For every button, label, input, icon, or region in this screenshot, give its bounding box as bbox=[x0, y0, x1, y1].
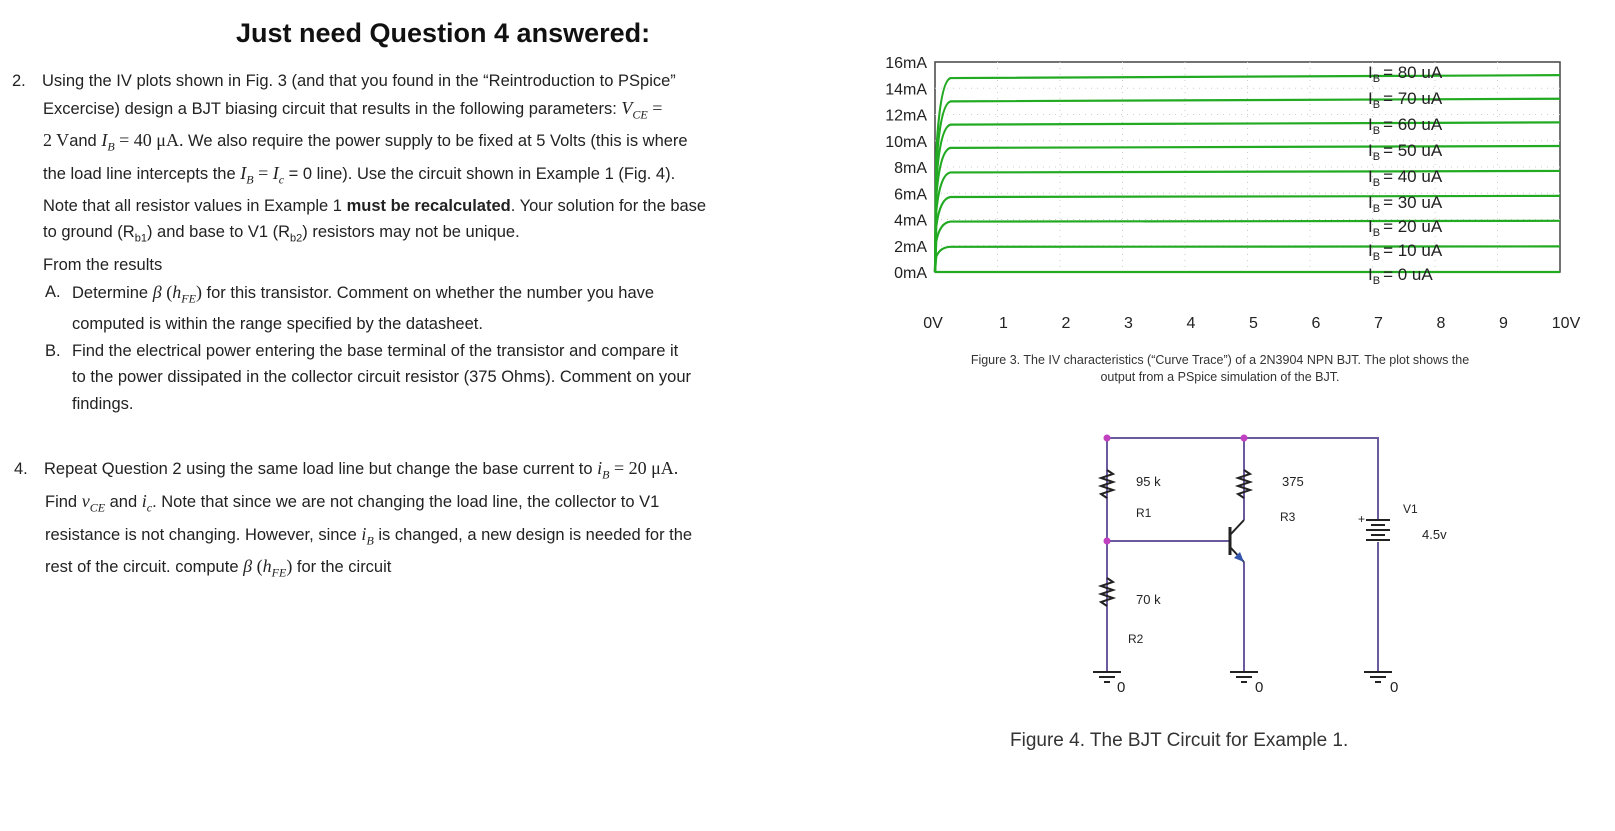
q2-part-b: B. Find the electrical power entering the base terminal of the transistor and compare it to the power dissipated in the collector circuit resistor (375 Ohms). Comment on your findings. bbox=[45, 341, 692, 413]
ib-curve-label: $I_B = 70$ uA bbox=[1368, 89, 1443, 111]
ground-icon bbox=[1230, 672, 1258, 682]
y-tick-label: 10mA bbox=[885, 133, 927, 151]
transistor-collector bbox=[1230, 520, 1244, 535]
x-tick-label: 10V bbox=[1551, 315, 1581, 332]
y-tick-label: 2mA bbox=[894, 238, 927, 256]
r1-name: R1 bbox=[1136, 506, 1152, 520]
ib-curve-label: $I_B = 10$ uA bbox=[1368, 241, 1443, 263]
r2-value: 70 k bbox=[1136, 592, 1161, 607]
ground-icon bbox=[1364, 672, 1392, 682]
node-base bbox=[1104, 538, 1111, 545]
x-tick-label: 3 bbox=[1124, 315, 1133, 332]
x-tick-label: 9 bbox=[1499, 315, 1508, 332]
y-tick-label: 4mA bbox=[894, 212, 927, 230]
q2-number: 2. bbox=[12, 72, 26, 90]
ground-label: 0 bbox=[1117, 679, 1126, 696]
q2-line-6: to ground $(R_{b1})$ and base to V1 $(R_{b2})$ resistors may not be unique. bbox=[43, 223, 520, 245]
ground-label: 0 bbox=[1255, 679, 1264, 696]
ib-curve-label: $I_B = 60$ uA bbox=[1368, 115, 1443, 137]
q4-line-4: rest of the circuit. compute β $(h_{FE})$ for the circuit bbox=[45, 556, 392, 580]
figure-3-caption: Figure 3. The IV characteristics (“Curve Trace”) of a 2N3904 NPN BJT. The plot shows the output from a PSpice simulation of the BJT. bbox=[970, 353, 1470, 384]
x-tick-label: 5 bbox=[1249, 315, 1258, 332]
x-tick-label: 1 bbox=[999, 315, 1008, 332]
y-tick-label: 16mA bbox=[885, 55, 927, 72]
r1-value: 95 k bbox=[1136, 474, 1161, 489]
y-tick-label: 8mA bbox=[894, 160, 927, 177]
q2-line-5: Note that all resistor values in Example 1 must be recalculated. Your solution for the base bbox=[43, 196, 707, 215]
ib-curve-label: $I_B = 40$ uA bbox=[1368, 167, 1443, 189]
q2-line-7: From the results bbox=[43, 256, 163, 275]
r3-value: 375 bbox=[1282, 474, 1304, 489]
bjt-circuit bbox=[1093, 435, 1447, 697]
svg-text:+: + bbox=[1358, 512, 1366, 526]
v1-value: 4.5v bbox=[1422, 527, 1447, 542]
y-tick-label: 12mA bbox=[885, 107, 927, 125]
x-tick-label: 8 bbox=[1436, 315, 1446, 332]
q2-line-1: 2. Using the IV plots shown in Fig. 3 (and that you found in the “Reintroduction to PSpice” bbox=[12, 68, 772, 95]
r3-name: R3 bbox=[1280, 510, 1296, 524]
q2-line-3: 2 Vand $I_B = 40$ μA. We also require the power supply to be fixed at 5 Volts (this is where bbox=[43, 130, 688, 154]
x-axis-ticks bbox=[923, 315, 1580, 332]
ib-curve-label: $I_B = 0$ uA bbox=[1368, 265, 1433, 287]
ib-curve-label: $I_B = 30$ uA bbox=[1368, 193, 1443, 215]
ib-curve-label: $I_B = 80$ uA bbox=[1368, 63, 1443, 85]
ib-curve-label: $I_B = 50$ uA bbox=[1368, 141, 1443, 163]
y-tick-label: 6mA bbox=[894, 186, 927, 204]
y-tick-label: 0mA bbox=[894, 265, 927, 282]
q4-number: 4. bbox=[14, 460, 28, 478]
figure-4-caption: Figure 4. The BJT Circuit for Example 1. bbox=[1010, 730, 1349, 751]
q4-line-3: resistance is not changing. However, since $i_B$ is changed, a new design is needed for the bbox=[45, 523, 693, 547]
node-top-left bbox=[1104, 435, 1111, 442]
y-axis-ticks bbox=[885, 55, 927, 282]
wire-top-left bbox=[1107, 438, 1244, 610]
node-top-mid bbox=[1241, 435, 1248, 442]
q4-line-2: Find $v_{CE}$ and $i_c$. Note that since we are not changing the load line, the collector to V1 bbox=[45, 490, 660, 515]
q2-line-2: Excercise) design a BJT biasing circuit that results in the following parameters: $V_{CE}$ = bbox=[43, 97, 663, 121]
page-heading: Just need Question 4 answered: bbox=[236, 18, 651, 48]
ib-curve-label: $I_B = 20$ uA bbox=[1368, 217, 1443, 239]
x-tick-label: 2 bbox=[1061, 315, 1071, 332]
q2-part-a: A. Determine β $(h_{FE})$ for this transistor. Comment on whether the number you have computed is within the range specified by the datasheet. bbox=[45, 281, 655, 334]
x-tick-label: 6 bbox=[1311, 315, 1321, 332]
battery-v1-icon bbox=[1358, 512, 1390, 540]
q4-line-1: 4. Repeat Question 2 using the same load line but change the base current to $i_B = 20$ μA. bbox=[14, 458, 679, 482]
x-tick-label: 7 bbox=[1374, 315, 1383, 332]
wire-top-right bbox=[1244, 438, 1378, 520]
x-tick-label: 4 bbox=[1186, 315, 1196, 332]
v1-name: V1 bbox=[1403, 502, 1418, 516]
x-tick-label: 0V bbox=[923, 315, 943, 332]
ground-label: 0 bbox=[1390, 679, 1399, 696]
r2-name: R2 bbox=[1128, 632, 1144, 646]
y-tick-label: 14mA bbox=[885, 81, 927, 99]
q2-line-4: the load line intercepts the $I_B = I_c = 0$ line). Use the circuit shown in Example 1 (Fig. 4). bbox=[43, 163, 676, 187]
plot-area bbox=[935, 62, 1560, 272]
